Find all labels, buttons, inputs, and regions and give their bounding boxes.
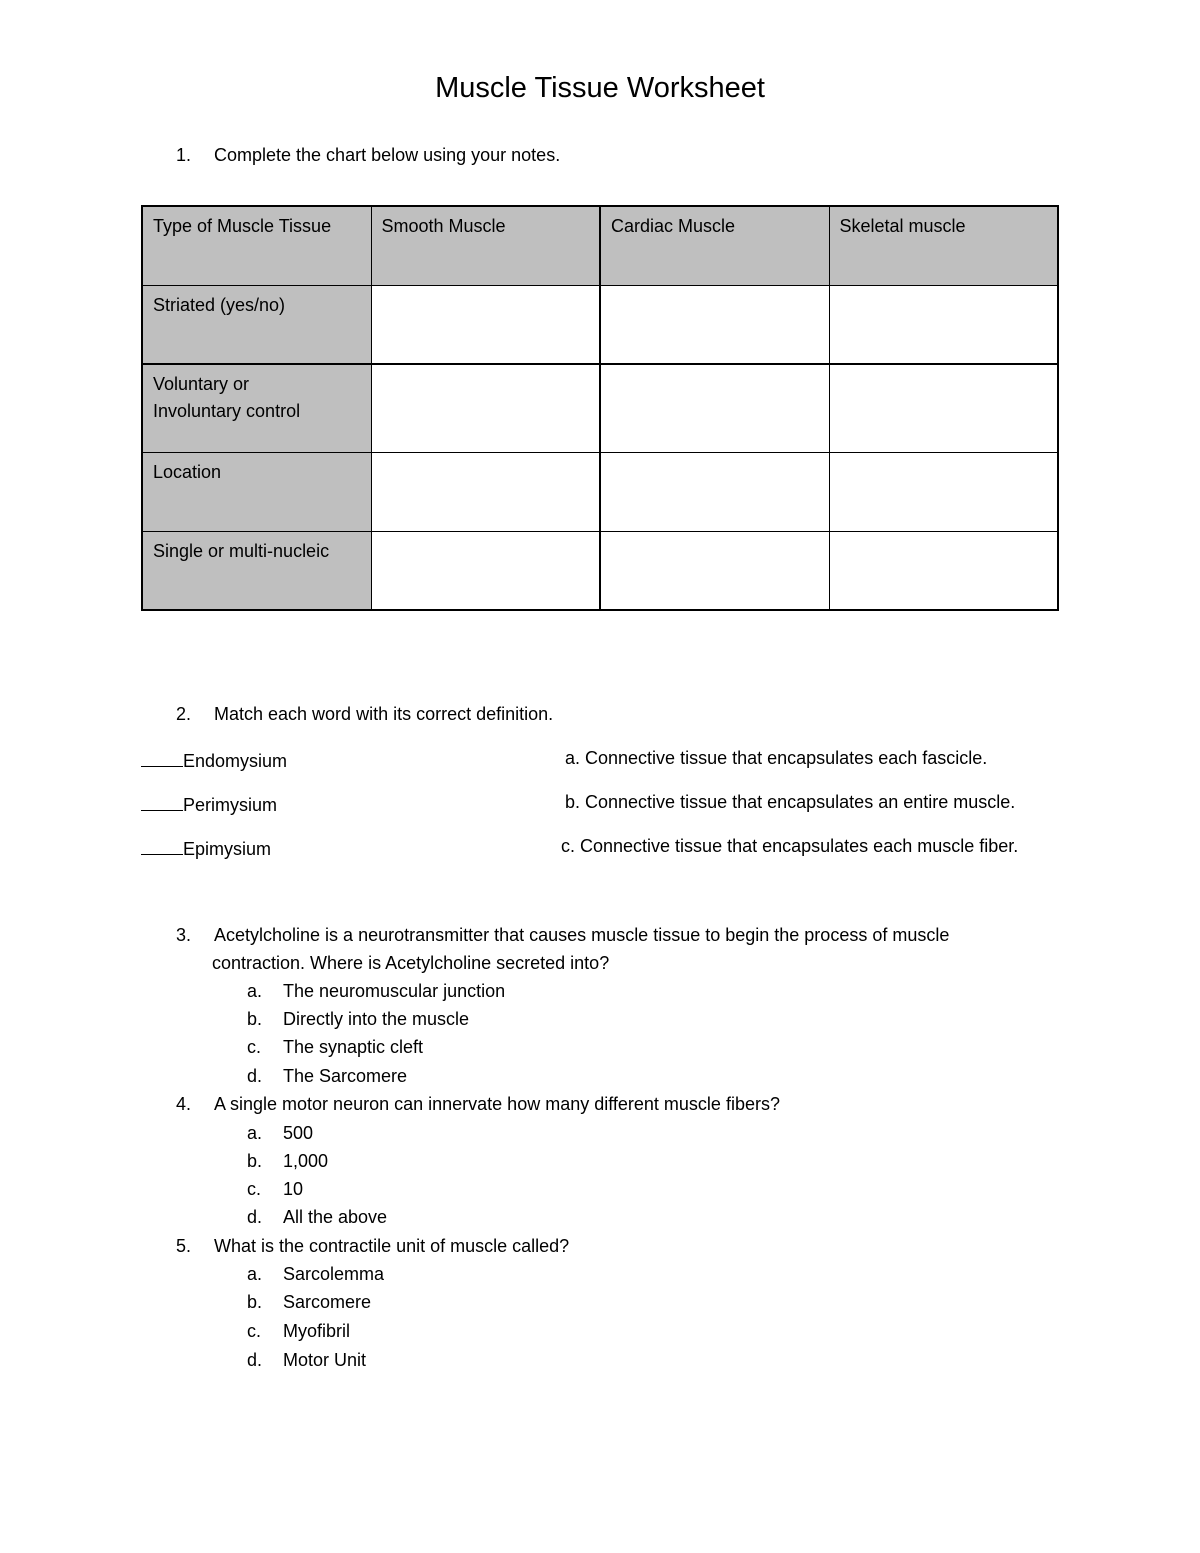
row-label (142, 364, 371, 452)
option-letter: d. (247, 1066, 263, 1086)
answer-cell[interactable] (829, 285, 1058, 364)
option-text: 10 (283, 1179, 304, 1199)
option-letter: a. (247, 1123, 263, 1143)
table-header-row (142, 206, 1058, 285)
question-text: Complete the chart below using your notes. (214, 145, 561, 165)
question-number: 2. (176, 704, 192, 724)
match-row (141, 748, 1061, 774)
option-letter: c. (247, 1321, 262, 1341)
match-word-text: Perimysium (183, 795, 278, 815)
option-letter: c. (247, 1037, 262, 1057)
option-text: The Sarcomere (283, 1066, 408, 1086)
option-text: Sarcomere (283, 1292, 372, 1312)
table-row (142, 531, 1058, 610)
option-letter: b. (247, 1009, 263, 1029)
row-label: Single or multi-nucleic (142, 531, 371, 610)
table-header-cell: Cardiac Muscle (600, 206, 829, 285)
answer-blank[interactable] (141, 792, 183, 811)
option-text: The neuromuscular junction (283, 981, 506, 1001)
option-text: Sarcolemma (283, 1264, 385, 1284)
match-word (141, 836, 271, 860)
question-number: 5. (176, 1236, 192, 1256)
answer-cell[interactable] (600, 364, 829, 452)
match-row (141, 792, 1061, 818)
answer-cell[interactable] (600, 531, 829, 610)
answer-blank[interactable] (141, 836, 183, 855)
answer-cell[interactable] (829, 452, 1058, 531)
option-text: All the above (283, 1207, 388, 1227)
answer-cell[interactable] (600, 285, 829, 364)
match-row (141, 836, 1061, 862)
question-text-continued: contraction. Where is Acetylcholine secreted into? (212, 953, 610, 973)
answer-cell[interactable] (371, 285, 600, 364)
option-text: Directly into the muscle (283, 1009, 470, 1029)
option-text: 1,000 (283, 1151, 329, 1171)
muscle-chart-table (141, 205, 1059, 611)
table-row (142, 364, 1058, 452)
answer-cell[interactable] (600, 452, 829, 531)
question-text: A single motor neuron can innervate how many different muscle fibers? (214, 1094, 780, 1114)
question-number: 4. (176, 1094, 192, 1114)
option-letter: d. (247, 1207, 263, 1227)
option-letter: c. (247, 1179, 262, 1199)
question-number: 1. (176, 145, 192, 165)
table-header-cell: Skeletal muscle (829, 206, 1058, 285)
page-title: Muscle Tissue Worksheet (435, 72, 765, 104)
option-letter: b. (247, 1151, 263, 1171)
match-word (141, 792, 277, 816)
match-definition: c. Connective tissue that encapsulates each muscle fiber. (561, 836, 1019, 856)
match-definition: b. Connective tissue that encapsulates an entire muscle. (565, 792, 1016, 812)
row-label-line: Involuntary control (153, 401, 301, 421)
question-text: Acetylcholine is a neurotransmitter that causes muscle tissue to begin the process of muscle (214, 925, 950, 945)
answer-cell[interactable] (371, 452, 600, 531)
option-text: 500 (283, 1123, 314, 1143)
match-word (141, 748, 287, 772)
option-text: Myofibril (283, 1321, 351, 1341)
table-header-cell: Type of Muscle Tissue (142, 206, 371, 285)
match-word-text: Endomysium (183, 751, 288, 771)
row-label: Location (142, 452, 371, 531)
option-letter: d. (247, 1350, 263, 1370)
question-number: 3. (176, 925, 192, 945)
option-text: The synaptic cleft (283, 1037, 424, 1057)
table-row (142, 285, 1058, 364)
answer-cell[interactable] (371, 531, 600, 610)
option-letter: a. (247, 981, 263, 1001)
match-word-text: Epimysium (183, 839, 272, 859)
answer-blank[interactable] (141, 748, 183, 767)
row-label-line: Voluntary or (153, 374, 250, 394)
answer-cell[interactable] (829, 531, 1058, 610)
option-text: Motor Unit (283, 1350, 367, 1370)
option-letter: a. (247, 1264, 263, 1284)
answer-cell[interactable] (829, 364, 1058, 452)
answer-cell[interactable] (371, 364, 600, 452)
question-text: What is the contractile unit of muscle called? (214, 1236, 570, 1256)
match-definition: a. Connective tissue that encapsulates each fascicle. (565, 748, 988, 768)
table-header-cell: Smooth Muscle (371, 206, 600, 285)
question-text: Match each word with its correct definition. (214, 704, 554, 724)
row-label: Striated (yes/no) (142, 285, 371, 364)
table-row (142, 452, 1058, 531)
option-letter: b. (247, 1292, 263, 1312)
